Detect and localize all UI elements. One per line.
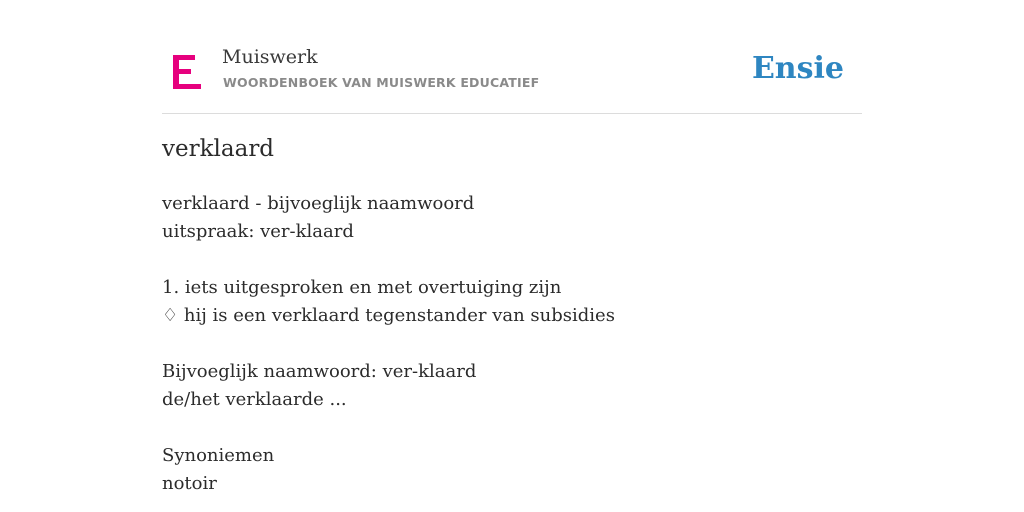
spacer bbox=[162, 330, 862, 358]
inflection-heading: Bijvoeglijk naamwoord: ver-klaard bbox=[162, 361, 477, 382]
page-title: verklaard bbox=[162, 136, 275, 162]
dictionary-entry bbox=[162, 190, 862, 498]
ensie-brand-logo[interactable]: Ensie bbox=[751, 51, 844, 86]
site-subtitle: WOORDENBOEK VAN MUISWERK EDUCATIEF bbox=[223, 75, 540, 90]
meaning: 1. iets uitgesproken en met overtuiging zijn bbox=[162, 277, 562, 298]
spacer bbox=[162, 414, 862, 442]
muiswerk-e-logo-icon[interactable] bbox=[173, 55, 201, 89]
definition-line: verklaard - bijvoeglijk naamwoord bbox=[162, 193, 475, 214]
inflection-form: de/het verklaarde ... bbox=[162, 389, 347, 410]
spacer bbox=[162, 246, 862, 274]
site-header bbox=[162, 40, 862, 114]
synonyms-heading: Synoniemen bbox=[162, 445, 275, 466]
synonym: notoir bbox=[162, 473, 217, 494]
example-sentence: ♢ hij is een verklaard tegenstander van subsidies bbox=[162, 305, 615, 326]
site-title[interactable]: Muiswerk bbox=[222, 46, 318, 68]
pronunciation: uitspraak: ver-klaard bbox=[162, 221, 354, 242]
